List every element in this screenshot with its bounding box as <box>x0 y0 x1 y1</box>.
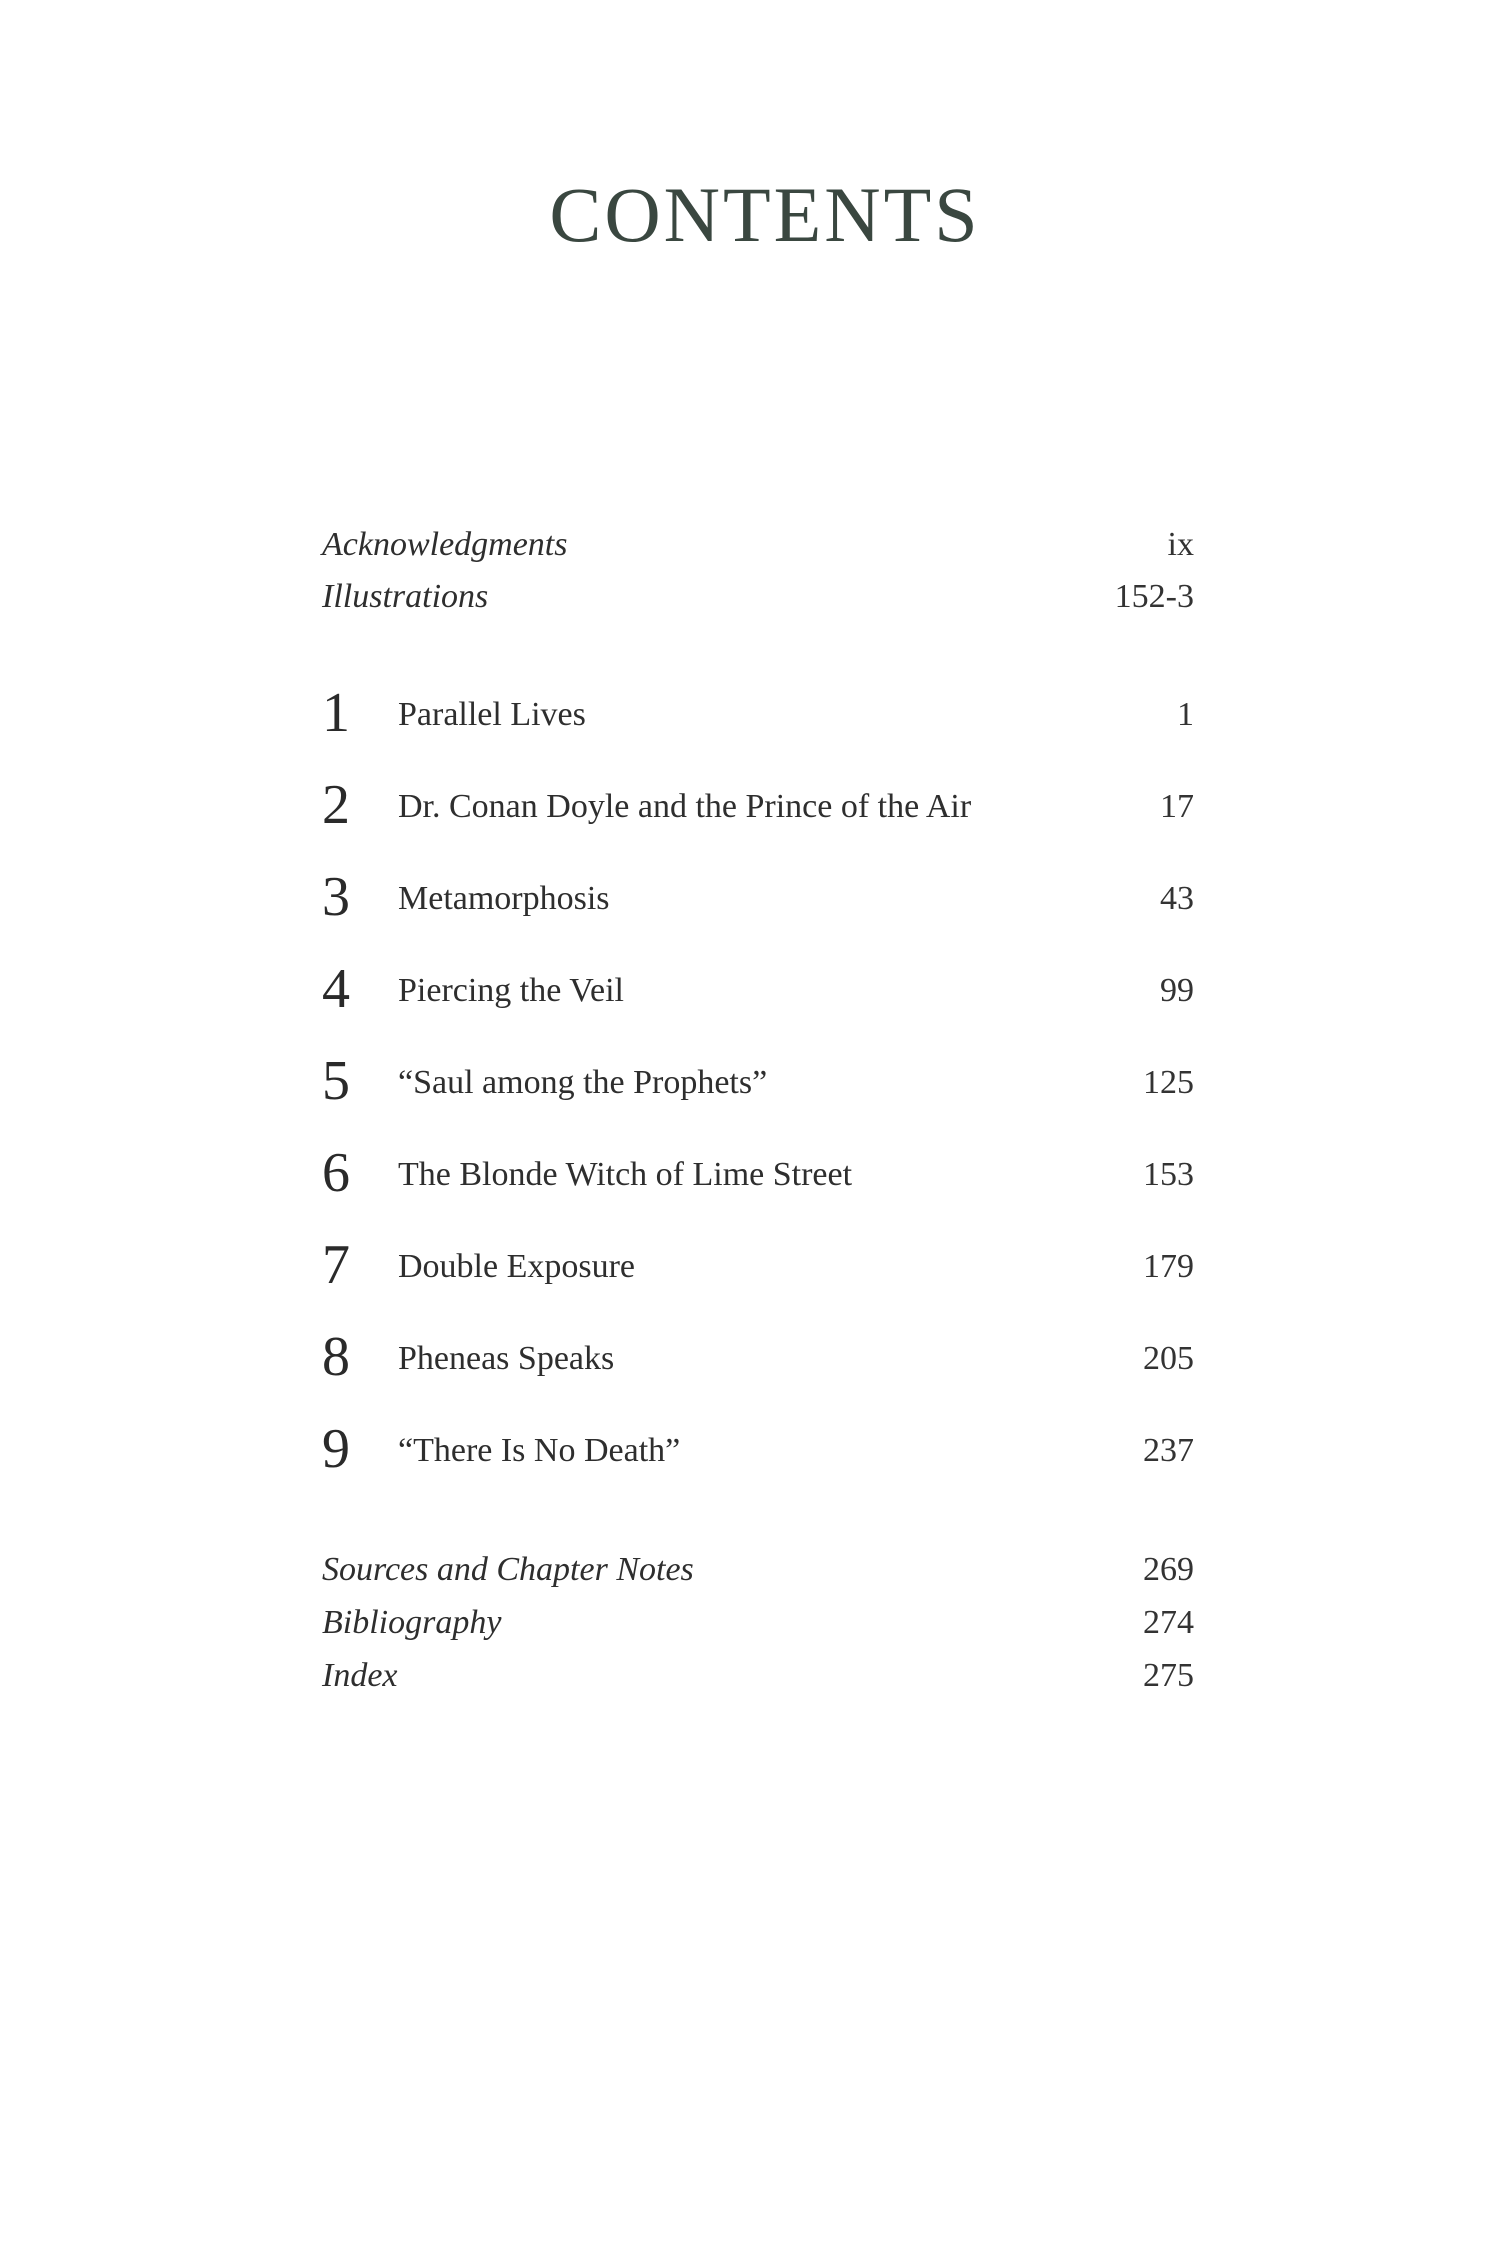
toc-page-number: 152-3 <box>1114 578 1194 615</box>
toc-page-number: 179 <box>1143 1248 1194 1285</box>
toc-chapter-7[interactable] <box>322 1234 1194 1296</box>
chapter-title: Dr. Conan Doyle and the Prince of the Air <box>398 788 972 825</box>
chapter-number: 3 <box>322 866 350 928</box>
toc-entry-index[interactable] <box>322 1651 1194 1701</box>
toc-entry-label: Index <box>322 1657 398 1694</box>
chapter-number: 7 <box>322 1234 350 1296</box>
toc-page-number: 274 <box>1143 1604 1194 1641</box>
toc-entry-label: Illustrations <box>322 578 489 615</box>
chapter-title: Piercing the Veil <box>398 972 624 1009</box>
toc-page-number: 43 <box>1160 880 1194 917</box>
toc-page-number: 17 <box>1160 788 1194 825</box>
chapter-number: 5 <box>322 1050 350 1112</box>
toc-entry-bibliography[interactable] <box>322 1598 1194 1648</box>
chapter-title: Parallel Lives <box>398 696 586 733</box>
toc-entry-label: Acknowledgments <box>322 526 568 563</box>
chapter-title: Metamorphosis <box>398 880 610 917</box>
chapter-number: 8 <box>322 1326 350 1388</box>
toc-chapter-4[interactable] <box>322 958 1194 1020</box>
toc-entry-illustrations[interactable] <box>322 572 1194 622</box>
toc-page-number: ix <box>1167 526 1194 563</box>
toc-chapter-2[interactable] <box>322 774 1194 836</box>
toc-page-number: 237 <box>1143 1432 1194 1469</box>
page-title: CONTENTS <box>549 171 981 258</box>
toc-page-number: 125 <box>1143 1064 1194 1101</box>
toc-entry-acknowledgments[interactable] <box>322 520 1194 570</box>
chapter-title: Double Exposure <box>398 1248 636 1285</box>
toc-chapter-5[interactable] <box>322 1050 1194 1112</box>
chapter-number: 9 <box>322 1418 350 1480</box>
toc-page-number: 153 <box>1143 1156 1194 1193</box>
toc-chapter-1[interactable] <box>322 682 1194 744</box>
toc-entry-sources[interactable] <box>322 1545 1194 1595</box>
toc-page-number: 269 <box>1143 1551 1194 1588</box>
toc-chapter-9[interactable] <box>322 1418 1194 1480</box>
toc-page-number: 1 <box>1177 696 1194 733</box>
toc-page-number: 205 <box>1143 1340 1194 1377</box>
toc-chapter-8[interactable] <box>322 1326 1194 1388</box>
chapter-title: “There Is No Death” <box>398 1432 681 1469</box>
chapter-number: 2 <box>322 774 350 836</box>
toc-chapter-3[interactable] <box>322 866 1194 928</box>
chapter-number: 6 <box>322 1142 350 1204</box>
toc-page-number: 99 <box>1160 972 1194 1009</box>
toc-chapter-6[interactable] <box>322 1142 1194 1204</box>
chapter-number: 1 <box>322 682 350 744</box>
toc-entry-label: Sources and Chapter Notes <box>322 1551 694 1588</box>
chapter-title: Pheneas Speaks <box>398 1340 615 1377</box>
chapter-number: 4 <box>322 958 350 1020</box>
chapter-title: “Saul among the Prophets” <box>398 1064 768 1101</box>
toc-page-number: 275 <box>1143 1657 1194 1694</box>
chapter-title: The Blonde Witch of Lime Street <box>398 1156 853 1193</box>
toc-entry-label: Bibliography <box>322 1604 502 1641</box>
